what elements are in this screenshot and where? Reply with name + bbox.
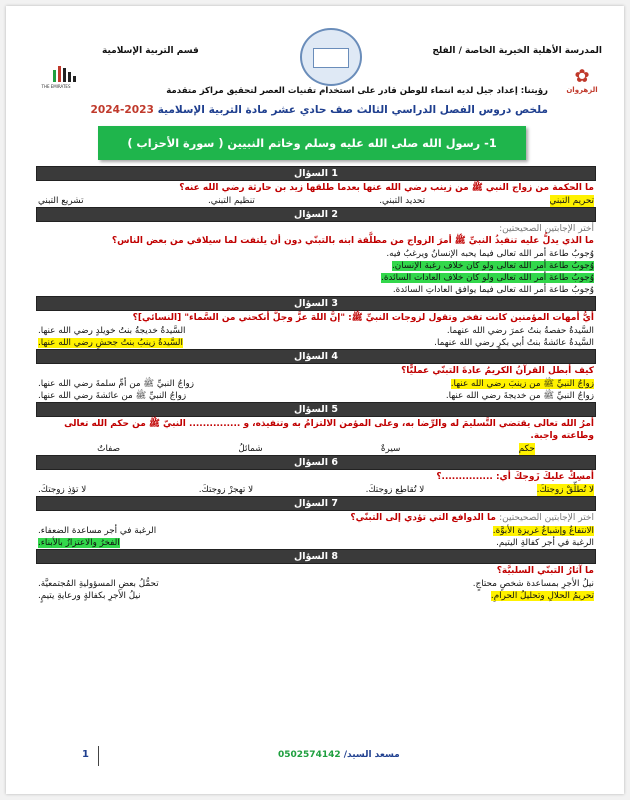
answer-option[interactable]: حكم <box>518 444 535 454</box>
answer-option[interactable]: الانتفاعُ وإشباعُ غريزةِ الأبوَّة. <box>492 526 594 536</box>
question-options <box>36 525 596 549</box>
question-text: أختر الإجابتين الصحيحتين: ما الذي يدلُّ عليه تنفيذُ النبيِّ ﷺ أمرَ الزواج من مطلَّقة ابنه بالتبنّي دون أن يلتفت لما سيلاقي من بعض الناس؟ <box>111 224 594 246</box>
question-text: كيف أبطل القرآنُ الكريمُ عادةَ التبنّي عمليًّا؟ <box>401 366 594 376</box>
answer-option[interactable]: زواجُ النبيِّ ﷺ من عائشةَ رضي الله عنها. <box>38 391 187 401</box>
answer-option[interactable]: زواجُ النبيِّ ﷺ من أمِّ سلمةَ رضي الله عنها. <box>38 379 195 389</box>
question-text: أمسِكْ عليكَ زَوجكَ أي: ...............؟ <box>436 472 594 482</box>
page-footer <box>28 746 602 768</box>
answer-option[interactable]: السَّيدةُ خديجةُ بنتُ خويلدٍ رضي الله عنها. <box>38 326 186 336</box>
answer-option[interactable]: تنظيم التبني. <box>207 196 255 206</box>
uae-logo: THE EMIRATES <box>36 66 76 92</box>
question-bar: 3 السؤال <box>36 296 596 311</box>
answer-option[interactable]: وُجوبُ طاعة أمر الله تعالى فيما يوافق العاداتِ السائدة. <box>392 285 594 295</box>
answer-option[interactable]: تحريم التبني <box>549 196 594 206</box>
question-text: اختر الإجابتين الصحيحتين: ما الدوافع التي تؤدي إلى التبنّي؟ <box>350 513 594 523</box>
questions-area <box>36 166 596 602</box>
question-options <box>36 248 596 296</box>
answer-option[interactable]: لا تؤذِ زوجتكَ. <box>38 485 87 495</box>
answer-option[interactable]: السَّيدةُ زينبُ بنتُ جحشٍ رضي الله عنها. <box>38 338 183 348</box>
answer-option[interactable]: زواجُ النبيِّ ﷺ من زينبَ رضي الله عنها. <box>450 379 594 389</box>
answer-option[interactable]: لا تهجرْ زوجتكَ. <box>198 485 254 495</box>
question-bar: 8 السؤال <box>36 549 596 564</box>
answer-option[interactable]: نيلُ الأجرِ بمساعدة شخصٍ محتاجٍ. <box>472 579 594 589</box>
answer-option[interactable]: الفخرُ والاعتزازُ بالأبناء. <box>38 538 120 548</box>
vision-statement: رؤيتنا: إعداد جيل لديه انتماء للوطن قادر على استخدام تقنيات العصر لتحقيق مراكز متقدمة <box>166 86 548 96</box>
answer-option[interactable]: وُجوبُ طاعة أمر الله تعالى ولو كان خلاف رغبة الإنسان. <box>392 261 594 271</box>
question-text: ما آثارُ التبنّي السلبيَّة؟ <box>496 566 594 576</box>
document-page <box>6 6 624 794</box>
answer-option[interactable]: سيرةٌ <box>380 444 401 454</box>
department-name: قسم التربية الإسلامية <box>102 46 199 56</box>
answer-option[interactable]: السَّيدةُ حفصةُ بنتُ عمرَ رضي الله عنهما. <box>446 326 594 336</box>
question-bar: 7 السؤال <box>36 496 596 511</box>
author-credit: مسعد السيد/ 0502574142 <box>278 750 400 760</box>
answer-option[interactable]: تحمُّلُ بعضِ المسؤوليةِ المُجتمعيَّة. <box>38 579 159 589</box>
answer-option[interactable]: زواجُ النبيِّ ﷺ من خديجةَ رضي الله عنها. <box>445 391 594 401</box>
answer-option[interactable]: الرغبة في أجر كفالةِ اليتيم. <box>496 538 594 548</box>
question-bar: 2 السؤال <box>36 207 596 222</box>
question-options <box>36 443 596 455</box>
answer-option[interactable]: لا تُقاطِع زوجتكَ. <box>365 485 425 495</box>
zahrawan-logo: ✿ الزهروان <box>566 66 598 94</box>
answer-option[interactable]: السَّيدةُ عائشةُ بنتُ أبي بكرٍ رضي الله عنهما. <box>434 338 594 348</box>
question-text: ما الحكمة من زواج النبي ﷺ من زينب رضي الله عنها بعدما طلقها زيد بن حارثة رضي الله عنه؟ <box>179 183 594 193</box>
answer-option[interactable]: تشريع التبني <box>38 196 84 206</box>
question-options <box>36 325 596 349</box>
question-options <box>36 578 596 602</box>
lesson-title: 1- رسول الله صلى الله عليه وسلم وخاتم النبيين ( سورة الأحزاب ) <box>98 126 526 160</box>
question-text: أمرُ الله تعالى يقتضي التَّسليمَ له والرِّضا به، وعلى المؤمن الالتزامُ به وتنفيذه، و ............... النبيّ ﷺ من حكم الله تعالى وطاعته واجبة. <box>64 419 594 441</box>
question-text: أيُّ أمهات المؤمنين كانت تفخر وتقول لزوجات النبيِّ ﷺ: "إنَّ اللهَ عزَّ وجلَّ أنكحني من السَّماء" [النسائي]؟ <box>132 313 594 323</box>
page-number: 1 <box>82 749 89 760</box>
school-logo <box>300 28 362 86</box>
answer-option[interactable]: الرغبة في أجر مساعدة الضعفاء. <box>38 526 157 536</box>
question-options <box>36 195 596 207</box>
answer-option[interactable]: صفاتٌ <box>97 444 121 454</box>
summary-title: ملخص دروس الفصل الدراسي الثالث صف حادي عشر مادة التربية الإسلامية 2023-2024 <box>90 104 548 116</box>
answer-option[interactable]: وُجوبُ طاعة أمر الله تعالى فيما يحبه الإنسانُ ويرغبُ فيه. <box>386 249 594 259</box>
answer-option[interactable]: شمائلُ <box>238 444 263 454</box>
answer-option[interactable]: لا تُطلِّقْ زوجتكَ. <box>536 485 594 495</box>
question-options <box>36 484 596 496</box>
question-bar: 1 السؤال <box>36 166 596 181</box>
answer-option[interactable]: نيلُ الأجرِ بكفالةٍ ورعايةِ يتيمٍ. <box>38 591 141 601</box>
question-bar: 5 السؤال <box>36 402 596 417</box>
school-name: المدرسة الأهلية الخيرية الخاصة / الفلج <box>432 46 602 56</box>
answer-option[interactable]: وُجوبُ طاعة أمر الله تعالى ولو كان خلاف العادات السائدة. <box>381 273 594 283</box>
answer-option[interactable]: تحريمُ الحلالِ وتحليلُ الحرامِ. <box>490 591 594 601</box>
answer-option[interactable]: تحديد التبني. <box>379 196 426 206</box>
question-bar: 4 السؤال <box>36 349 596 364</box>
question-bar: 6 السؤال <box>36 455 596 470</box>
question-options <box>36 378 596 402</box>
